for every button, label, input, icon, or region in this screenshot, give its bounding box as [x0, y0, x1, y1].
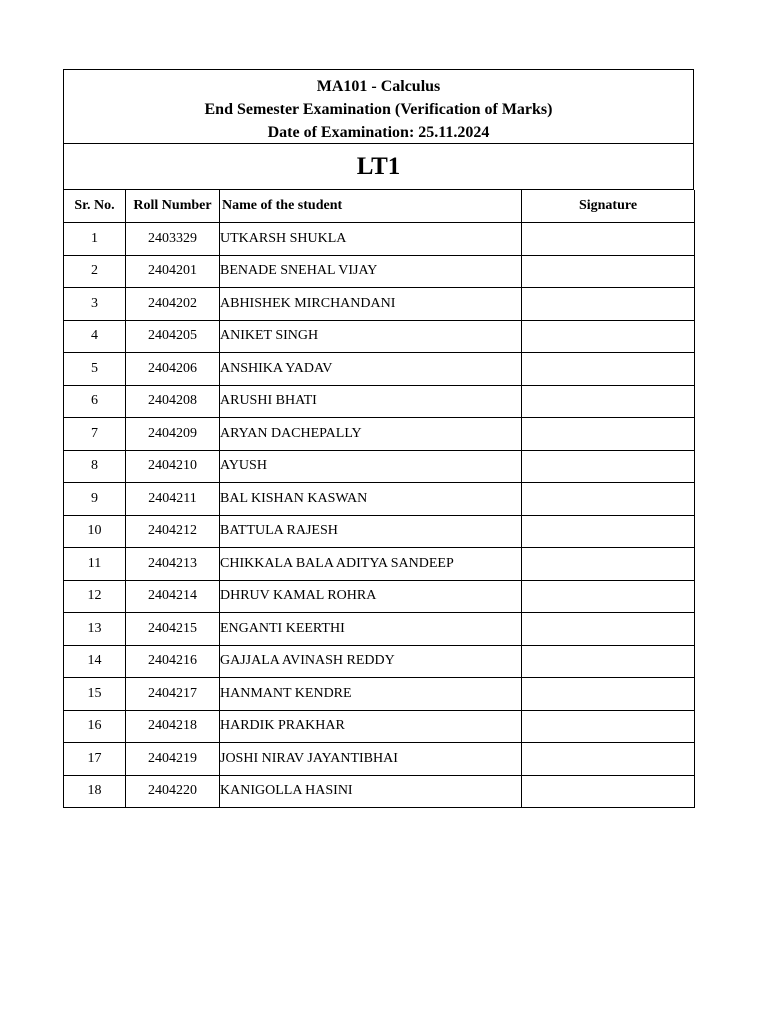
roll-number-cell: 2404213 [126, 548, 220, 581]
roll-number-cell: 2404220 [126, 775, 220, 808]
table-row [64, 613, 695, 646]
sr-cell: 18 [64, 775, 126, 808]
sr-cell: 7 [64, 418, 126, 451]
signature-cell[interactable] [522, 320, 695, 353]
sr-cell: 10 [64, 515, 126, 548]
sr-cell: 12 [64, 580, 126, 613]
student-name-cell: DHRUV KAMAL ROHRA [220, 580, 522, 613]
table-body [64, 223, 695, 808]
sr-cell: 6 [64, 385, 126, 418]
signature-cell[interactable] [522, 418, 695, 451]
signature-cell[interactable] [522, 288, 695, 321]
signature-cell[interactable] [522, 385, 695, 418]
table-row [64, 743, 695, 776]
student-name-cell: BATTULA RAJESH [220, 515, 522, 548]
signature-cell[interactable] [522, 645, 695, 678]
signature-cell[interactable] [522, 580, 695, 613]
sr-cell: 9 [64, 483, 126, 516]
table-row [64, 288, 695, 321]
roll-number-cell: 2404212 [126, 515, 220, 548]
table-row [64, 450, 695, 483]
table-row [64, 678, 695, 711]
student-name-cell: BAL KISHAN KASWAN [220, 483, 522, 516]
roll-number-cell: 2404217 [126, 678, 220, 711]
student-name-cell: JOSHI NIRAV JAYANTIBHAI [220, 743, 522, 776]
roll-number-cell: 2404211 [126, 483, 220, 516]
sr-cell: 4 [64, 320, 126, 353]
signature-cell[interactable] [522, 255, 695, 288]
roll-number-cell: 2404218 [126, 710, 220, 743]
student-name-cell: HARDIK PRAKHAR [220, 710, 522, 743]
student-name-cell: UTKARSH SHUKLA [220, 223, 522, 256]
student-name-cell: BENADE SNEHAL VIJAY [220, 255, 522, 288]
signature-cell[interactable] [522, 678, 695, 711]
table-row [64, 483, 695, 516]
table-row [64, 418, 695, 451]
student-name-cell: ANSHIKA YADAV [220, 353, 522, 386]
roll-number-cell: 2404219 [126, 743, 220, 776]
sr-cell: 17 [64, 743, 126, 776]
roll-number-cell: 2403329 [126, 223, 220, 256]
table-row [64, 710, 695, 743]
sr-cell: 1 [64, 223, 126, 256]
student-table [63, 190, 695, 808]
table-row [64, 775, 695, 808]
exam-date: Date of Examination: 25.11.2024 [267, 124, 490, 141]
roll-number-cell: 2404201 [126, 255, 220, 288]
sr-cell: 11 [64, 548, 126, 581]
student-name-cell: CHIKKALA BALA ADITYA SANDEEP [220, 548, 522, 581]
student-name-cell: ARYAN DACHEPALLY [220, 418, 522, 451]
student-name-cell: HANMANT KENDRE [220, 678, 522, 711]
roll-number-cell: 2404202 [126, 288, 220, 321]
table-header-row [64, 190, 695, 223]
student-name-cell: ARUSHI BHATI [220, 385, 522, 418]
table-row [64, 515, 695, 548]
table-row [64, 548, 695, 581]
signature-cell[interactable] [522, 710, 695, 743]
sr-cell: 5 [64, 353, 126, 386]
roll-number-cell: 2404209 [126, 418, 220, 451]
hall-title: LT1 [63, 144, 694, 190]
column-header-sr: Sr. No. [64, 190, 126, 223]
table-row [64, 320, 695, 353]
sheet-header [63, 69, 694, 144]
signature-cell[interactable] [522, 223, 695, 256]
student-name-cell: ANIKET SINGH [220, 320, 522, 353]
sr-cell: 3 [64, 288, 126, 321]
roll-number-cell: 2404206 [126, 353, 220, 386]
roll-number-cell: 2404215 [126, 613, 220, 646]
roll-number-cell: 2404208 [126, 385, 220, 418]
table-row [64, 353, 695, 386]
signature-cell[interactable] [522, 450, 695, 483]
table-row [64, 223, 695, 256]
sr-cell: 13 [64, 613, 126, 646]
student-name-cell: KANIGOLLA HASINI [220, 775, 522, 808]
column-header-signature: Signature [522, 190, 695, 223]
signature-cell[interactable] [522, 548, 695, 581]
table-row [64, 255, 695, 288]
student-name-cell: GAJJALA AVINASH REDDY [220, 645, 522, 678]
sr-cell: 2 [64, 255, 126, 288]
signature-cell[interactable] [522, 743, 695, 776]
sr-cell: 15 [64, 678, 126, 711]
student-name-cell: ABHISHEK MIRCHANDANI [220, 288, 522, 321]
column-header-roll: Roll Number [126, 190, 220, 223]
sr-cell: 8 [64, 450, 126, 483]
signature-cell[interactable] [522, 775, 695, 808]
signature-cell[interactable] [522, 515, 695, 548]
column-header-name: Name of the student [220, 190, 522, 223]
student-name-cell: ENGANTI KEERTHI [220, 613, 522, 646]
table-row [64, 580, 695, 613]
roll-number-cell: 2404214 [126, 580, 220, 613]
roll-number-cell: 2404216 [126, 645, 220, 678]
table-row [64, 385, 695, 418]
signature-cell[interactable] [522, 613, 695, 646]
signature-cell[interactable] [522, 353, 695, 386]
sr-cell: 14 [64, 645, 126, 678]
student-name-cell: AYUSH [220, 450, 522, 483]
exam-title: End Semester Examination (Verification of Marks) [204, 101, 553, 118]
signature-cell[interactable] [522, 483, 695, 516]
table-row [64, 645, 695, 678]
roll-number-cell: 2404205 [126, 320, 220, 353]
course-title: MA101 - Calculus [316, 78, 441, 95]
sr-cell: 16 [64, 710, 126, 743]
attendance-sheet [63, 69, 694, 808]
roll-number-cell: 2404210 [126, 450, 220, 483]
